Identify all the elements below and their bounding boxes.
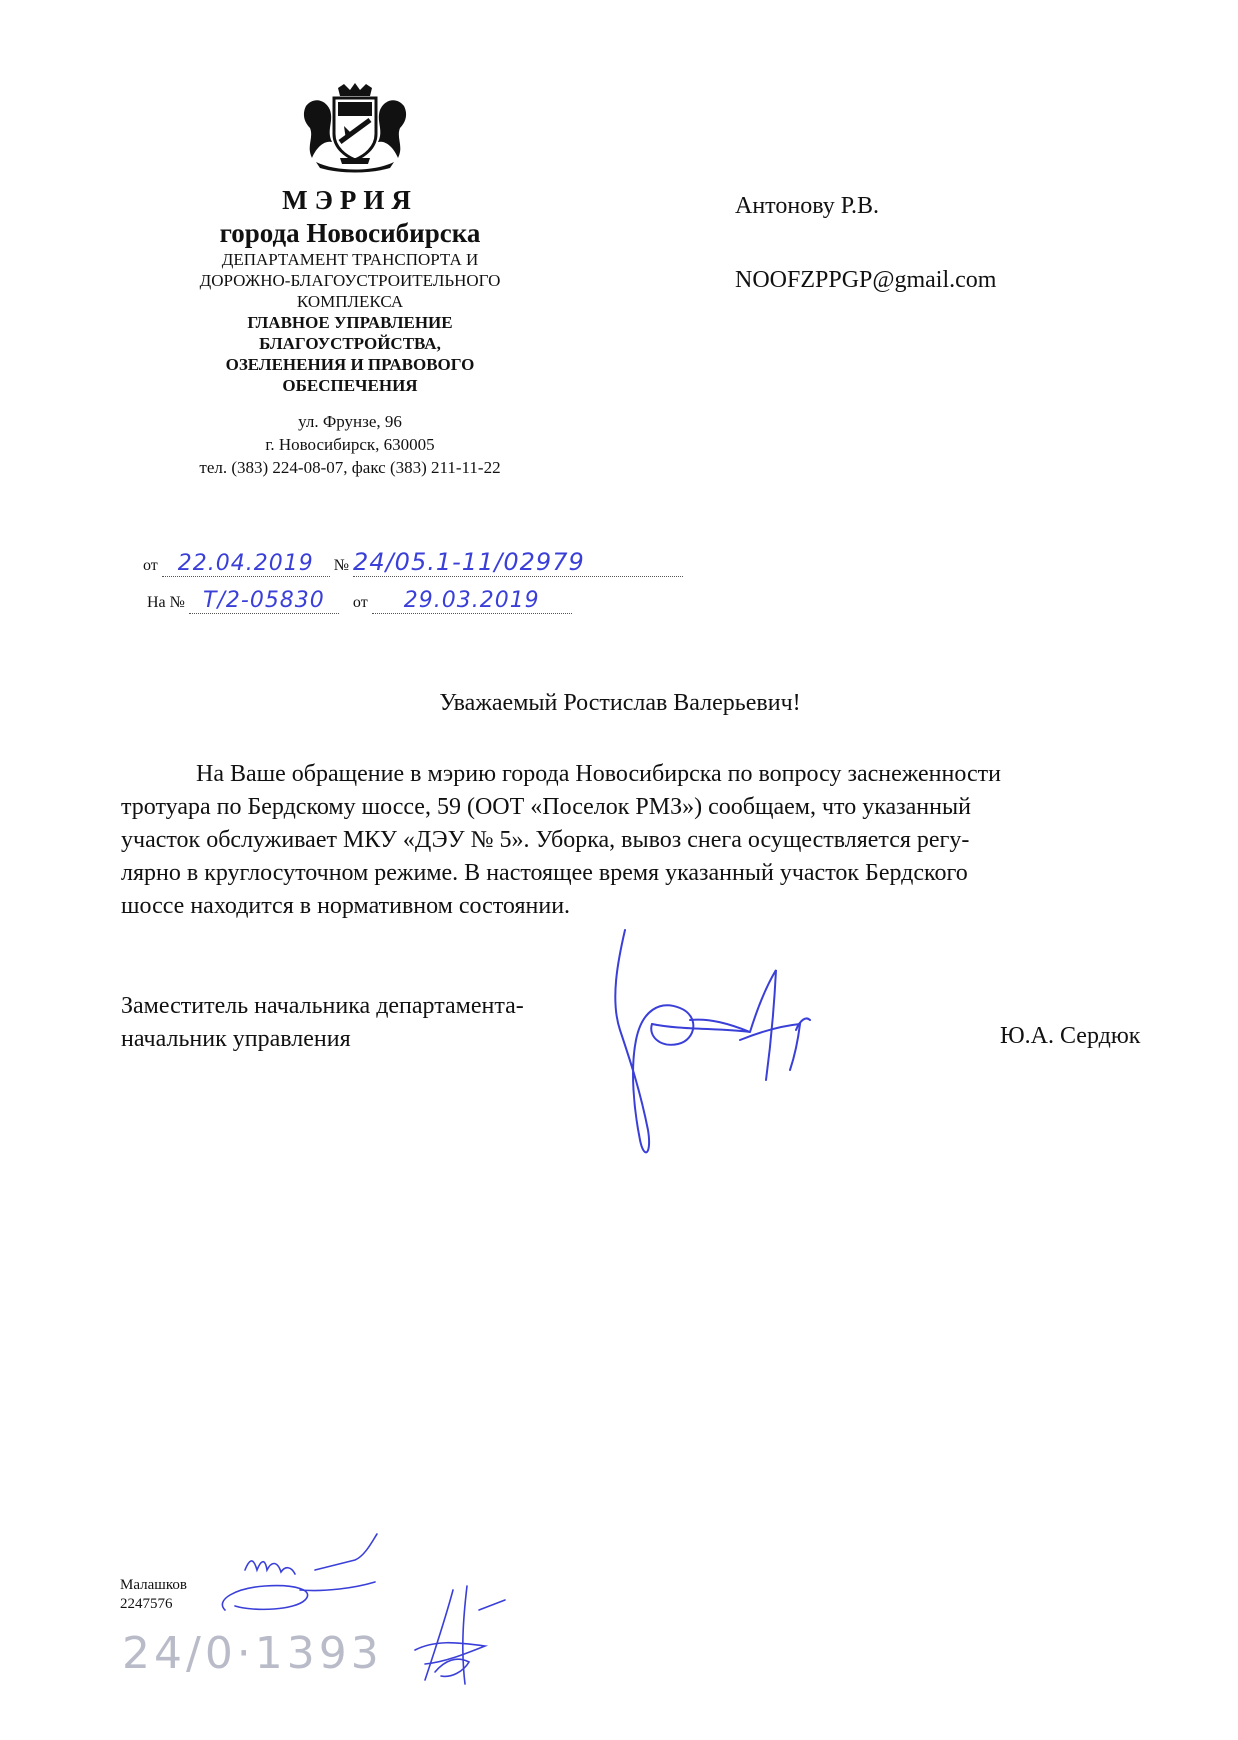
reply-from-label: от xyxy=(352,594,368,611)
address-block xyxy=(110,410,590,479)
handwritten-registration-code: 24/0·1393 xyxy=(122,1628,383,1679)
outgoing-line xyxy=(143,548,743,588)
reply-line xyxy=(147,588,743,628)
from-label: от xyxy=(143,557,158,574)
recipient-name: Антонову Р.В. xyxy=(735,193,880,219)
body-line: На Ваше обращение в мэрию города Новосибирска по вопросу заснеженности xyxy=(196,761,1001,787)
org-title: МЭРИЯ xyxy=(282,185,418,215)
department-line: КОМПЛЕКСА xyxy=(296,292,404,311)
department-line: ДОРОЖНО-БЛАГОУСТРОИТЕЛЬНОГО xyxy=(199,271,501,290)
reply-label: На № xyxy=(147,594,185,611)
body-line: участок обслуживает МКУ «ДЭУ № 5». Уборка, вывоз снега осуществляется регу- xyxy=(121,827,970,853)
number-label: № xyxy=(333,557,350,574)
body-text xyxy=(121,758,1181,923)
directorate-line: ГЛАВНОЕ УПРАВЛЕНИЕ xyxy=(247,313,453,332)
department-name xyxy=(110,249,590,312)
directorate-line: БЛАГОУСТРОЙСТВА, xyxy=(259,334,441,353)
handwritten-signature xyxy=(600,920,840,1170)
directorate-line: ОБЕСПЕЧЕНИЯ xyxy=(282,376,418,395)
directorate-name xyxy=(110,312,590,396)
department-line: ДЕПАРТАМЕНТ ТРАНСПОРТА И xyxy=(221,250,479,269)
letterhead xyxy=(110,183,590,479)
reply-date: 29.03.2019 xyxy=(372,588,572,614)
reply-number: Т/2-05830 xyxy=(189,588,339,614)
outgoing-reference xyxy=(143,548,743,628)
body-line: шоссе находится в нормативном состоянии. xyxy=(121,893,571,919)
position-line: Заместитель начальника департамента- xyxy=(121,993,524,1019)
recipient-email: NOOFZPPGP@gmail.com xyxy=(735,267,997,293)
body-line: тротуара по Бердскому шоссе, 59 (ООТ «Поселок РМЗ») сообщаем, что указанный xyxy=(121,794,971,820)
outgoing-number: 24/05.1-11/02979 xyxy=(353,548,683,577)
body-line: лярно в круглосуточном режиме. В настоящее время указанный участок Бердского xyxy=(121,860,968,886)
executor-info xyxy=(120,1576,187,1614)
salutation: Уважаемый Ростислав Валерьевич! xyxy=(439,690,801,716)
recipient-block xyxy=(735,190,996,296)
address-city: г. Новосибирск, 630005 xyxy=(265,435,435,454)
outgoing-date: 22.04.2019 xyxy=(162,551,330,577)
coat-of-arms-emblem xyxy=(300,82,410,174)
signatory-position xyxy=(121,990,524,1056)
approval-scribble xyxy=(405,1580,515,1690)
address-street: ул. Фрунзе, 96 xyxy=(298,412,402,431)
approval-initials xyxy=(205,1530,405,1630)
directorate-line: ОЗЕЛЕНЕНИЯ И ПРАВОВОГО xyxy=(225,355,475,374)
phone-fax: тел. (383) 224-08-07, факс (383) 211-11-22 xyxy=(199,458,501,477)
city-name: города Новосибирска xyxy=(219,218,481,248)
signatory-name: Ю.А. Сердюк xyxy=(1000,1023,1141,1049)
executor-phone: 2247576 xyxy=(120,1596,173,1612)
executor-name: Малашков xyxy=(120,1577,187,1593)
position-line: начальник управления xyxy=(121,1026,351,1052)
